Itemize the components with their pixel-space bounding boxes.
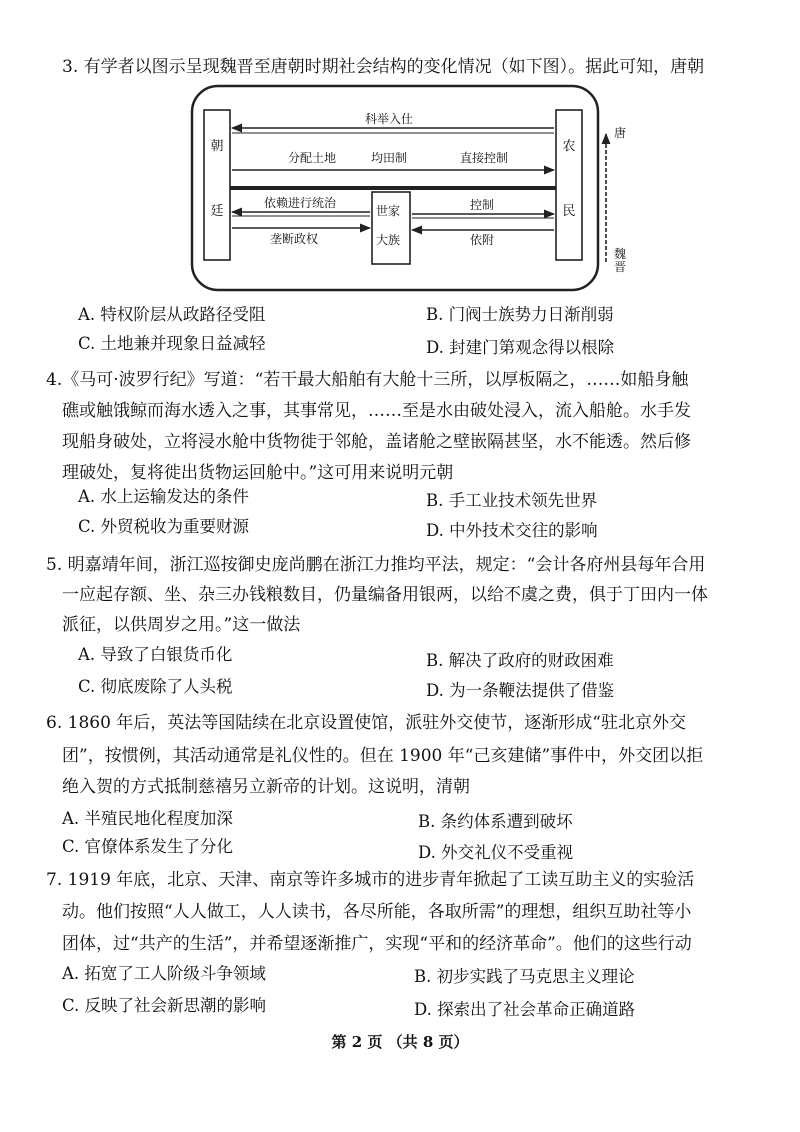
- court-label-2: 廷: [210, 204, 224, 219]
- q7-stem-line-3: 团体，过“共产的生活”，并希望逐渐推广，实现“平和的经济革命”。他们的这些行动: [62, 934, 692, 954]
- q4-stem-line-3: 现船身破处，立将浸水舱中货物徙于邻舱，盖诸舱之壁嵌隔甚坚，水不能透。然后修: [62, 432, 691, 452]
- clan-box: [372, 192, 410, 264]
- q7-option-d[interactable]: D. 探索出了社会革命正确道路: [414, 1000, 636, 1019]
- q3-option-a[interactable]: A. 特权阶层从政路径受阻: [78, 305, 266, 324]
- q6-stem-line-3: 绝入贺的方式抵制慈禧另立新帝的计划。这说明，清朝: [62, 777, 470, 797]
- q4-stem-line-4: 理破处，复将徙出货物运回舱中。”这可用来说明元朝: [62, 463, 454, 483]
- social-structure-diagram: [0, 0, 800, 300]
- equal-field-label: 均田制: [371, 151, 408, 165]
- page-number-footer: 第 2 页 （共 8 页）: [331, 1033, 469, 1051]
- q4-option-a[interactable]: A. 水上运输发达的条件: [78, 487, 249, 506]
- clan-label-1: 世家: [376, 204, 401, 218]
- q5-option-b[interactable]: B. 解决了政府的财政困难: [426, 651, 614, 670]
- peasant-box: [556, 110, 582, 260]
- q4-option-c[interactable]: C. 外贸税收为重要财源: [78, 517, 250, 536]
- q5-option-c[interactable]: C. 彻底废除了人头税: [78, 677, 233, 696]
- q6-option-d[interactable]: D. 外交礼仪不受重视: [418, 843, 574, 862]
- q5-option-d[interactable]: D. 为一条鞭法提供了借鉴: [426, 681, 615, 700]
- q4-stem-line-1: 4.《马可·波罗行纪》写道：“若干最大船舶有大舱十三所，以厚板隔之，……如船身触: [46, 370, 689, 390]
- time-axis-bottom: 魏晋: [614, 247, 627, 274]
- q5-stem-line-3: 派征，以供周岁之用。”这一做法: [62, 615, 301, 635]
- direct-control-label: 直接控制: [460, 151, 509, 165]
- q3-stem-line-1: 3. 有学者以图示呈现魏晋至唐朝时期社会结构的变化情况（如下图）。据此可知，唐朝: [62, 57, 705, 77]
- time-axis-top: 唐: [614, 126, 627, 140]
- q3-option-b[interactable]: B. 门阀士族势力日渐削弱: [426, 305, 614, 324]
- q7-option-b[interactable]: B. 初步实践了马克思主义理论: [414, 967, 635, 986]
- q7-stem-line-2: 动。他们按照“人人做工，人人读书，各尽所能，各取所需”的理想，组织互助社等小: [62, 902, 692, 922]
- attach-label: 依附: [470, 233, 495, 247]
- q3-option-d[interactable]: D. 封建门第观念得以根除: [426, 338, 615, 357]
- monopolize-label: 垄断政权: [270, 232, 319, 246]
- q6-stem-line-2: 团”，按惯例，其活动通常是礼仪性的。但在 1900 年“己亥建储”事件中，外交团以拒: [62, 746, 704, 766]
- q7-option-c[interactable]: C. 反映了社会新思潮的影响: [62, 996, 267, 1015]
- q6-option-b[interactable]: B. 条约体系遭到破坏: [418, 812, 573, 831]
- q5-option-a[interactable]: A. 导致了白银货币化: [78, 645, 233, 664]
- q4-option-d[interactable]: D. 中外技术交往的影响: [426, 521, 598, 540]
- q7-stem-line-1: 7. 1919 年底，北京、天津、南京等许多城市的进步青年掀起了工读互助主义的实验活: [46, 870, 695, 890]
- peasant-label-2: 民: [562, 204, 576, 219]
- distribute-label: 分配土地: [288, 151, 337, 165]
- rely-rule-label: 依赖进行统治: [264, 196, 337, 210]
- clan-label-2: 大族: [376, 233, 401, 247]
- court-box: [204, 110, 230, 260]
- q4-stem-line-2: 礁或触饿鲸而海水透入之事，其事常见，……至是水由破处浸入，流入船舱。水手发: [62, 401, 691, 421]
- peasant-label-1: 农: [562, 139, 576, 154]
- q5-stem-line-2: 一应起存额、坐、杂三办钱粮数目，仍量编备用银两，以给不虞之费，俱于丁田内一体: [62, 585, 708, 605]
- control-label: 控制: [470, 198, 495, 212]
- q5-stem-line-1: 5. 明嘉靖年间，浙江巡按御史庞尚鹏在浙江力推均平法，规定：“会计各府州县每年合用: [46, 555, 706, 575]
- q3-option-c[interactable]: C. 土地兼并现象日益减轻: [78, 334, 266, 353]
- court-label-1: 朝: [210, 139, 224, 154]
- exam-label: 科举入仕: [365, 112, 414, 126]
- q4-option-b[interactable]: B. 手工业技术领先世界: [426, 491, 598, 510]
- q6-option-a[interactable]: A. 半殖民地化程度加深: [62, 809, 233, 828]
- q6-option-c[interactable]: C. 官僚体系发生了分化: [62, 837, 234, 856]
- q7-option-a[interactable]: A. 拓宽了工人阶级斗争领域: [62, 964, 266, 983]
- q6-stem-line-1: 6. 1860 年后，英法等国陆续在北京设置使馆，派驻外交使节，逐渐形成“驻北京外交: [46, 713, 686, 733]
